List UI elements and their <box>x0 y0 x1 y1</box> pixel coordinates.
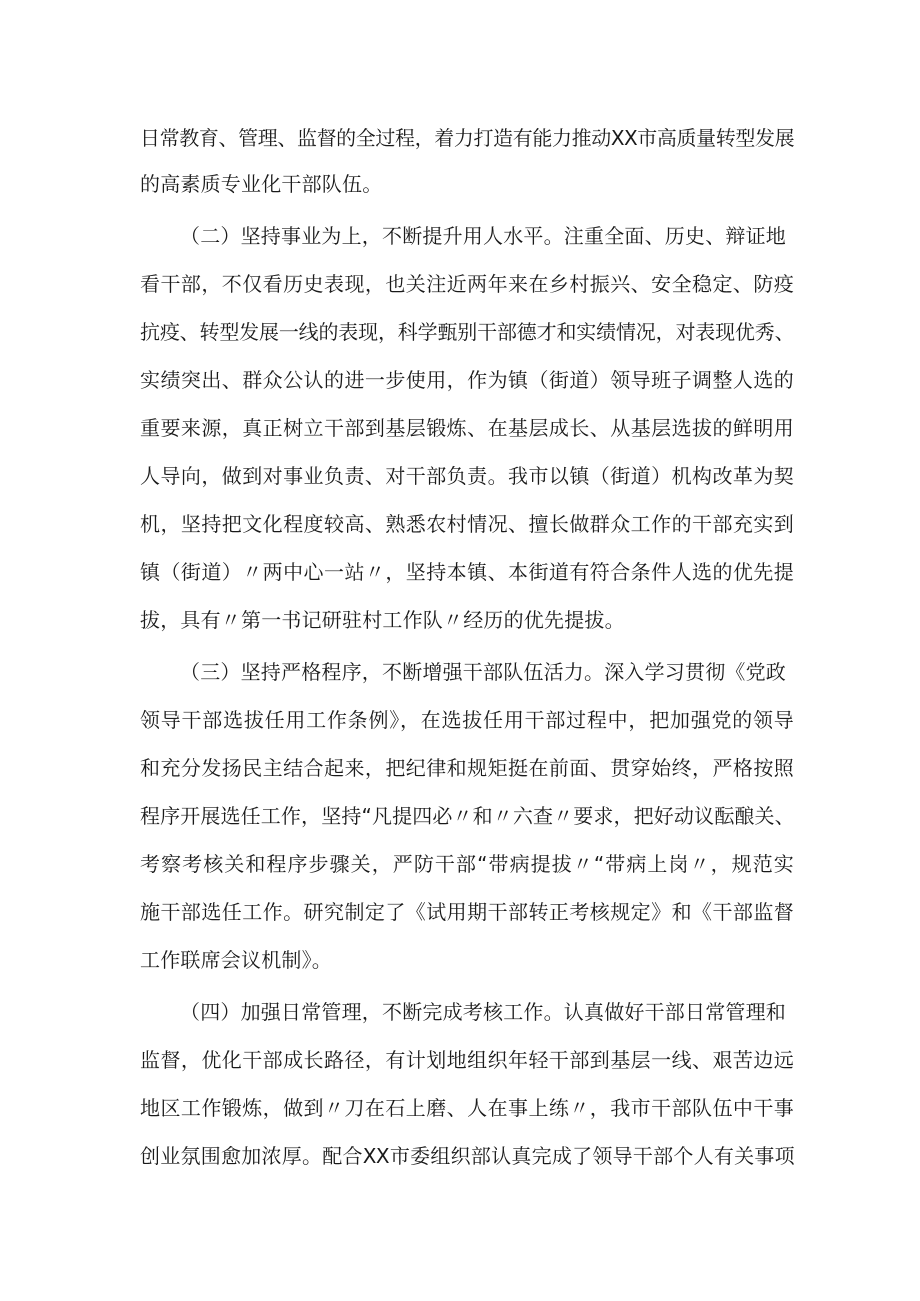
text-line: 监督，优化干部成长路径，有计划地组织年轻干部到基层一线、艰苦边远 <box>140 1048 794 1072</box>
text-line: 重要来源，真正树立干部到基层锻炼、在基层成长、从基层选拔的鲜明用 <box>140 416 794 440</box>
text-line: 和充分发扬民主结合起来，把纪律和规矩挺在前面、贯穿始终，严格按照 <box>140 756 794 780</box>
text-line: 施干部选任工作。研究制定了《试用期干部转正考核规定》和《干部监督 <box>140 900 794 924</box>
text-line: 机，坚持把文化程度较高、熟悉农村情况、擅长做群众工作的干部充实到 <box>140 512 794 536</box>
text-line: 程序开展选任工作，坚持“凡提四必〃和〃六查〃要求，把好动议酝酿关、 <box>140 804 794 828</box>
text-line: 实绩突出、群众公认的进一步使用，作为镇（街道）领导班子调整人选的 <box>140 368 794 392</box>
text-line: 拔，具有〃第一书记研驻村工作队〃经历的优先提拔。 <box>140 608 625 632</box>
text-line: 考察考核关和程序步骤关，严防干部“带病提拔〃“带病上岗〃，规范实 <box>140 852 794 876</box>
text-line: 领导干部选拔任用工作条例》，在选拔任用干部过程中，把加强党的领导 <box>140 708 794 732</box>
text-line: 日常教育、管理、监督的全过程，着力打造有能力推动XX市高质量转型发展 <box>140 126 794 150</box>
paragraph-heading-4: （四）加强日常管理，不断完成考核工作。认真做好干部日常管理和 <box>180 1000 786 1024</box>
text-line: 镇（街道）〃两中心一站〃，坚持本镇、本街道有符合条件人选的优先提 <box>140 560 794 584</box>
paragraph-heading-3: （三）坚持严格程序，不断增强干部队伍活力。深入学习贯彻《党政 <box>180 660 786 684</box>
text-line: 人导向，做到对事业负责、对干部负责。我市以镇（街道）机构改革为契 <box>140 464 794 488</box>
text-line: 抗疫、转型发展一线的表现，科学甄别干部德才和实绩情况，对表现优秀、 <box>140 320 794 344</box>
text-line: 工作联席会议机制》。 <box>140 948 332 972</box>
text-line: 看干部，不仅看历史表现，也关注近两年来在乡村振兴、安全稳定、防疫 <box>140 272 794 296</box>
paragraph-heading-2: （二）坚持事业为上，不断提升用人水平。注重全面、历史、辩证地 <box>180 224 786 248</box>
text-line: 地区工作锻炼，做到〃刀在石上磨、人在事上练〃，我市干部队伍中干事 <box>140 1096 794 1120</box>
text-line: 的高素质专业化干部队伍。 <box>140 172 383 196</box>
text-line: 创业氛围愈加浓厚。配合XX市委组织部认真完成了领导干部个人有关事项 <box>140 1144 794 1168</box>
